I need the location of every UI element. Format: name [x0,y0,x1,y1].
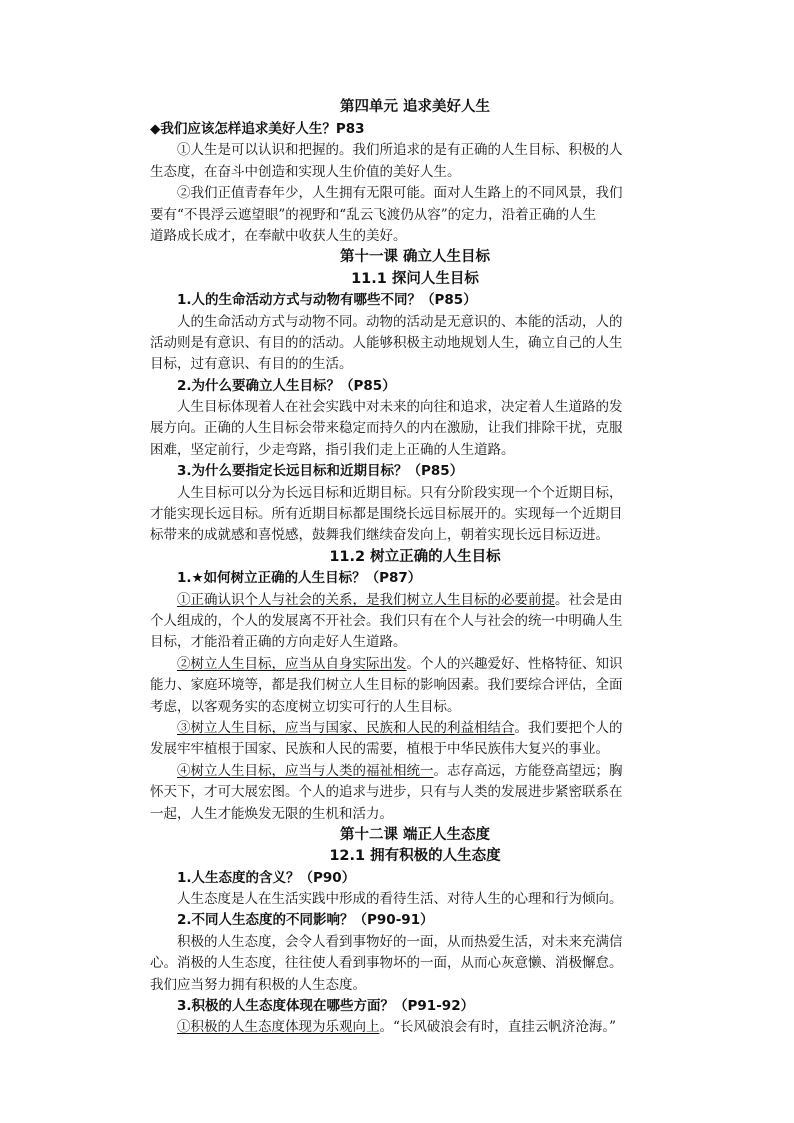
line-text: 考虑，以客观务实的态度树立切实可行的人生目标。 [150,698,461,715]
question-heading [150,461,680,482]
line-text: 1.人生态度的含义？（P90） [177,869,356,886]
body-text-line [150,718,680,739]
body-text-line [150,205,680,226]
line-text: 3.积极的人生态度体现在哪些方面？（P91-92） [177,998,475,1015]
underlined-key-point: ④树立人生目标，应当与人类的福祉相统一 [177,762,434,779]
question-heading [150,868,680,889]
body-text-line [150,697,680,718]
line-text: ◆我们应该怎样追求美好人生？P83 [150,121,365,137]
body-text-line [150,761,680,782]
line-text: 1.★如何树立正确的人生目标？（P87） [177,570,422,587]
document-page [150,94,680,1039]
section-heading [150,825,680,846]
body-text-line [150,183,680,204]
body-text-line [150,354,680,375]
body-text-line [150,333,680,354]
body-text-line [150,782,680,803]
question-heading [150,910,680,931]
line-text: 人的生命活动方式与动物不同。动物的活动是无意识的、本能的活动，人的 [177,313,623,330]
line-text: 一起，人生才能焕发无限的生机和活力。 [150,805,393,822]
line-text: 。志存高远，方能登高望远；胸 [433,762,623,779]
body-text-line [150,739,680,760]
line-text: ②我们正值青春年少，人生拥有无限可能。面对人生路上的不同风景，我们 [177,185,623,202]
body-text-line [150,504,680,525]
body-text-line [150,525,680,546]
body-text-line [150,483,680,504]
line-text: 心。消极的人生态度，往往使人看到事物坏的一面，从而心灰意懒、消极懈怠。 [150,955,623,972]
section-heading [150,269,680,290]
body-text-line [150,1017,680,1038]
question-heading [150,290,680,311]
line-text: 人生目标体现着人在社会实践中对未来的向往和追求，决定着人生道路的发 [177,399,623,416]
body-text-line [150,975,680,996]
line-text: 目标，才能沿着正确的方向走好人生道路。 [150,634,407,651]
question-heading [150,996,680,1017]
unit-title: 第四单元 追求美好人生 [339,99,491,115]
line-text: 生态度，在奋斗中创造和实现人生价值的美好人生。 [150,163,461,180]
body-text-line [150,590,680,611]
underlined-key-point: ①正确认识个人与社会的关系，是我们树立人生目标的必要前提 [177,591,555,608]
section-heading [150,846,680,867]
line-text: 人生态度是人在生活实践中形成的看待生活、对待人生的心理和行为倾向。 [177,891,623,908]
line-text: 人生目标可以分为长远目标和近期目标。只有分阶段实现一个个近期目标， [177,484,623,501]
line-text: 。社会是由 [555,591,623,608]
section-heading [150,247,680,268]
body-text-line [150,804,680,825]
line-text: 我们应当努力拥有积极的人生态度。 [150,976,366,993]
line-text: 。“长风破浪会有时，直挂云帆济沧海。” [379,1019,617,1036]
line-text: 11.2 树立正确的人生目标 [329,548,501,565]
body-text-line [150,654,680,675]
line-text: 11.1 探问人生目标 [351,270,479,287]
body-text-line [150,418,680,439]
line-text: 3.为什么要指定长远目标和近期目标？（P85） [177,463,464,480]
body-text-line [150,889,680,910]
line-text: 道路成长成才，在奉献中收获人生的美好。 [150,227,407,244]
line-text: 标带来的成就感和喜悦感，鼓舞我们继续奋发向上，朝着实现长远目标迈进。 [150,527,609,544]
question-heading [150,376,680,397]
body-text-line [150,932,680,953]
line-text: ①人生是可以认识和把握的。我们所追求的是有正确的人生目标、积极的人 [177,142,623,159]
line-text: 目标，过有意识、有目的的生活。 [150,356,353,373]
line-text: 展方向。正确的人生目标会带来稳定而持久的内在激励，让我们排除干扰，克服 [150,420,623,437]
line-text: 12.1 拥有积极的人生态度 [329,848,501,865]
section-heading [150,547,680,568]
line-text: 个人组成的，个人的发展离不开社会。我们只有在个人与社会的统一中明确人生 [150,612,623,629]
body-text-line [150,953,680,974]
body-text-line [150,162,680,183]
body-text-line [150,440,680,461]
underlined-key-point: ①积极的人生态度体现为乐观向上 [177,1019,380,1036]
line-text: 积极的人生态度，会令人看到事物好的一面，从而热爱生活，对未来充满信 [177,933,623,950]
underlined-key-point: ③树立人生目标，应当与国家、民族和人民的利益相结合 [177,719,515,736]
line-text: 第十二课 端正人生态度 [339,826,491,843]
body-text-line [150,611,680,632]
line-text: 1.人的生命活动方式与动物有哪些不同？（P85） [177,292,477,309]
line-text: 发展牢牢植根于国家、民族和人民的需要，植根于中华民族伟大复兴的事业。 [150,741,609,758]
body-text-line [150,140,680,161]
line-text: 2.不同人生态度的不同影响？（P90-91） [177,912,434,929]
body-text-line [150,312,680,333]
line-text: 。我们要把个人的 [514,719,623,736]
underlined-key-point: ②树立人生目标，应当从自身实际出发 [177,655,407,672]
question-heading [150,568,680,589]
body-text-line [150,226,680,247]
line-text: 才能实现长远目标。所有近期目标都是围绕长远目标展开的。实现每一个近期目 [150,506,623,523]
question-heading [150,119,680,140]
body-text-line [150,632,680,653]
line-text: 能力、家庭环境等，都是我们树立人生目标的影响因素。我们要综合评估，全面 [150,677,623,694]
line-text: 第十一课 确立人生目标 [339,249,491,266]
line-text: 。个人的兴趣爱好、性格特征、知识 [406,655,623,672]
line-text: 2.为什么要确立人生目标？（P85） [177,377,396,394]
line-text: 困难，坚定前行，少走弯路，指引我们走上正确的人生道路。 [150,441,515,458]
document-body [150,119,680,1039]
line-text: 要有“不畏浮云遮望眼”的视野和“乱云飞渡仍从容”的定力，沿着正确的人生 [150,206,597,223]
body-text-line [150,675,680,696]
line-text: 怀天下，才可大展宏图。个人的追求与进步，只有与人类的发展进步紧密联系在 [150,784,623,801]
line-text: 活动则是有意识、有目的的活动。人能够积极主动地规划人生，确立自己的人生 [150,334,623,351]
body-text-line [150,397,680,418]
